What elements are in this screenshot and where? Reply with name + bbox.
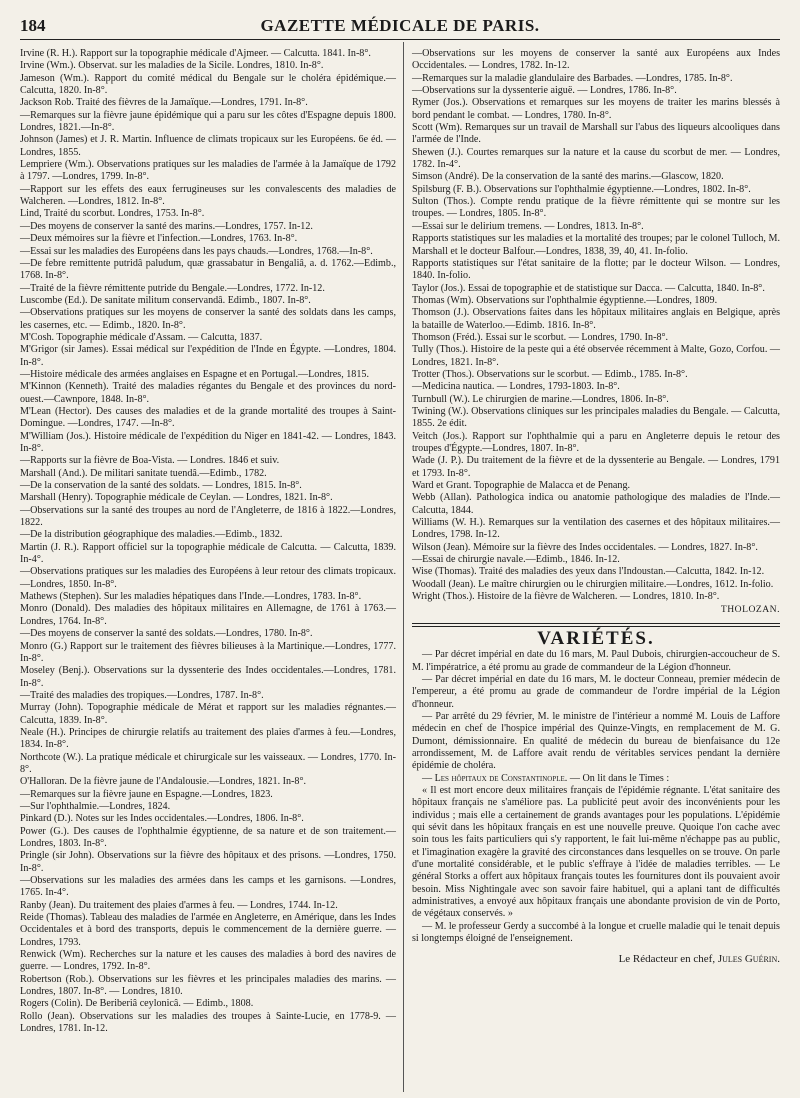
bibliography-entry: —Rapport sur les effets des eaux ferrugineuses sur les convalescents des maladies de Walcheren. —Londres, 1812. In-8°. xyxy=(20,183,396,208)
bibliography-entry: —Traité de la fièvre rémittente putride du Bengale.—Londres, 1772. In-12. xyxy=(20,282,325,294)
bibliography-entry: Rymer (Jos.). Observations et remarques sur les moyens de traiter les marins blessés à bord pendant le combat. — Londres, 1780. In-8°. xyxy=(412,97,780,121)
bibliography-continued xyxy=(412,48,780,603)
bibliography-entry: —Remarques sur la fièvre jaune en Espagne.—Londres, 1823. xyxy=(20,788,273,800)
bibliography-entry: —De la conservation de la santé des soldats. — Londres, 1815. In-8°. xyxy=(20,480,302,492)
bibliography-entry: Reide (Thomas). Tableau des maladies de l'armée en Angleterre, en Amérique, dans les Indes Occidentales et à bord des transports, depuis le commencement de la dernière guerre. — Londres, 1793. xyxy=(20,912,396,948)
bibliography-entry: Wade (J. P.). Du traitement de la fièvre et de la dyssenterie au Bengale. — Londres, 1791 et 1793. In-8°. xyxy=(412,455,780,479)
bibliography-entry: —Observations sur la santé des troupes au nord de l'Angleterre, de 1816 à 1822.—Londres, 1822. xyxy=(20,504,396,529)
bibliography-entry: —Observations sur la dyssenterie aiguë. — Londres, 1786. In-8°. xyxy=(412,85,677,97)
bibliography-entry: Martin (J. R.). Rapport officiel sur la topographie médicale de Calcutta. — Calcutta, 1839. In-4°. xyxy=(20,541,396,566)
section-rule-top xyxy=(412,623,780,624)
bibliography-entry: Simson (André). De la conservation de la santé des marins.—Glascow, 1820. xyxy=(412,171,724,183)
bibliography-entry: Northcote (W.). La pratique médicale et chirurgicale sur les vaisseaux. — Londres, 1770. In-8°. xyxy=(20,751,396,775)
bibliography-entry: —De la distribution géographique des maladies.—Edimb., 1832. xyxy=(20,529,283,541)
news-paragraph: — Par arrêté du 29 février, M. le ministre de l'intérieur a nommé M. Louis de Laffore médecin en chef de l'hospice impérial des Quinze-Vingts, en remplacement de M. G. Dumont, démissionnaire. En qualité de médecin du bureau de bienfaisance du 12e arrondissement, M. de Laffore avait rendu de véritables services pendant la dernière épidémie de choléra. xyxy=(412,710,780,772)
bibliography-entry: —De febre remittente putridâ paludum, quæ grassabatur in Bengaliâ, a. d. 1762.—Edimb., 1768. In-8°. xyxy=(20,257,396,282)
bibliography-entry: Pinkard (D.). Notes sur les Indes occidentales.—Londres, 1806. In-8°. xyxy=(20,813,304,825)
bibliography-entry: Rogers (Colin). De Beriberiâ ceylonicâ. — Edimb., 1808. xyxy=(20,998,254,1010)
bibliography-entry: —Des moyens de conserver la santé des soldats.—Londres, 1780. In-8°. xyxy=(20,628,313,640)
news-paragraph: — Par décret impérial en date du 16 mars, M. Paul Dubois, chirurgien-accoucheur de S. M. l'impératrice, a été promu au grade de commandeur de la Légion d'honneur. xyxy=(412,649,780,673)
bibliography-entry: —Remarques sur la maladie glandulaire des Barbades. —Londres, 1785. In-8°. xyxy=(412,72,733,84)
bibliography-entry: Ward et Grant. Topographie de Malacca et de Penang. xyxy=(412,480,631,492)
bibliography-entry: Irvine (Wm.). Observat. sur les maladies de la Sicile. Londres, 1810. In-8°. xyxy=(20,60,324,72)
bibliography-entry: Rollo (Jean). Observations sur les maladies des troupes à Sainte-Lucie, en 1778-9. — Londres, 1781. In-12. xyxy=(20,1010,396,1035)
bibliography-entry: —Observations sur les moyens de conserver la santé aux Européens aux Indes Occidentales. — Londres, 1782. In-12. xyxy=(412,48,780,72)
bibliography-entry: Marshall (Henry). Topographie médicale de Ceylan. — Londres, 1821. In-8°. xyxy=(20,492,333,504)
bibliography-entry: Robertson (Rob.). Observations sur les fièvres et les principales maladies des marins. —Londres, 1807. In-8°. — Londres, 1810. xyxy=(20,973,396,998)
bibliography-entry: Veitch (Jos.). Rapport sur l'ophthalmie qui a paru en Angleterre depuis le retour des troupes d'Égypte.—Londres, 1807. In-8°. xyxy=(412,430,780,454)
bibliography-entry: M'William (Jos.). Histoire médicale de l'expédition du Niger en 1841-42. — Londres, 1843. In-8°. xyxy=(20,430,396,454)
bibliography-entry: —Observations pratiques sur les moyens de conserver la santé des soldats dans les camps, les casernes, etc. — Edimb., 1820. In-8°. xyxy=(20,307,396,331)
bibliography-entry: Pringle (sir John). Observations sur la fièvre des hôpitaux et des prisons. —Londres, 1750. In-8°. xyxy=(20,850,396,874)
editor-prefix: Le Rédacteur en chef, xyxy=(618,953,718,966)
varietes-heading: VARIÉTÉS. xyxy=(537,627,655,649)
bibliography-entry: —Histoire médicale des armées anglaises en Espagne et en Portugal.—Londres, 1815. xyxy=(20,368,369,380)
bibliography-entry: Trotter (Thos.). Observations sur le scorbut. — Edimb., 1785. In-8°. xyxy=(412,368,688,380)
bibliography-entry: Thomson (J.). Observations faites dans les hôpitaux militaires anglais en Belgique, après la bataille de Waterloo.—Edimb. 1816. In-8°. xyxy=(412,307,780,331)
bibliography-entry: Irvine (R. H.). Rapport sur la topographie médicale d'Ajmeer. — Calcutta. 1841. In-8°. xyxy=(20,48,371,59)
bibliography-entry: Jameson (Wm.). Rapport du comité médical du Bengale sur le choléra épidémique.—Calcutta, 1820. In-8°. xyxy=(20,72,396,97)
bibliography-entry: Monro (Donald). Des maladies des hôpitaux militaires en Allemagne, de 1761 à 1763.—Londres, 1764. In-8°. xyxy=(20,603,396,627)
news-paragraph-hospitals xyxy=(412,773,780,785)
bibliography-entry: Power (G.). Des causes de l'ophthalmie égyptienne, de sa nature et de son traitement.—Londres, 1803. In-8°. xyxy=(20,825,396,849)
bibliography-entry: Wright (Thos.). Histoire de la fièvre de Walcheren. — Londres, 1810. In-8°. xyxy=(412,591,720,603)
bibliography-entry: —Observations sur les maladies des armées dans les camps et les garnisons. —Londres, 1765. In-4°. xyxy=(20,875,396,899)
bibliography-entry: M'Kinnon (Kenneth). Traité des maladies régantes du Bengale et des provinces du nord-ouest.—Cawnpore, 1848. In-8°. xyxy=(20,381,396,405)
editor-line xyxy=(412,953,780,965)
news-paragraph: — Par décret impérial en date du 16 mars, M. le docteur Conneau, premier médecin de l'empereur, a été promu au grade de commandeur de l'ordre impérial de la Légion d'honneur. xyxy=(412,673,780,710)
bibliography-entry: Rapports statistiques sur les maladies et la mortalité des troupes; par le colonel Tulloch, M. Marshall et le docteur Balfour.—Londres, 1838, 39, 40, 41. In-folio. xyxy=(412,233,780,257)
editor-name: Jules Guérin. xyxy=(717,953,780,966)
bibliography-entry: O'Halloran. De la fièvre jaune de l'Andalousie.—Londres, 1821. In-8°. xyxy=(20,776,307,788)
section-rule-bottom xyxy=(412,626,780,627)
bibliography-entry: Moseley (Benj.). Observations sur la dyssenterie des Indes occidentales.—Londres, 1781. In-8°. xyxy=(20,665,396,689)
bibliography-entry: —Medicina nautica. — Londres, 1793-1803. In-8°. xyxy=(412,381,620,393)
left-column xyxy=(20,48,396,1036)
bibliography-entry: Scott (Wm). Remarques sur un travail de Marshall sur l'abus des liqueurs alcooliques dans l'armée de l'Inde. xyxy=(412,122,780,146)
bibliography-entry: Wise (Thomas). Traité des maladies des yeux dans l'Indoustan.—Calcutta, 1842. In-12. xyxy=(412,566,765,578)
bibliography-entry: Taylor (Jos.). Essai de topographie et de statistique sur Dacca. — Calcutta, 1840. In-8°. xyxy=(412,282,765,294)
bibliography-entry: Williams (W. H.). Remarques sur la ventilation des casernes et des hôpitaux militaires.—Londres, 1798. In-12. xyxy=(412,517,780,541)
journal-title: GAZETTE MÉDICALE DE PARIS. xyxy=(260,16,540,35)
bibliography-entry: Twining (W.). Observations cliniques sur les principales maladies du Bengale. — Calcutta, 1855. 2e édit. xyxy=(412,405,780,430)
hospitals-lead: — Les hôpitaux de Constantinople. xyxy=(422,772,568,784)
column-divider xyxy=(403,42,404,1092)
bibliography-entry: —Remarques sur la fièvre jaune épidémique qui a paru sur les côtes d'Espagne depuis 1800. Londres, 1821.—In-8°. xyxy=(20,109,396,134)
bibliography-entry: —Essai sur les maladies des Européens dans les pays chauds.—Londres, 1768.—In-8°. xyxy=(20,245,373,257)
bibliography-entry: Mathews (Stephen). Sur les maladies hépatiques dans l'Inde.—Londres, 1783. In-8°. xyxy=(20,591,362,603)
bibliography-entry: Thomson (Fréd.). Essai sur le scorbut. — Londres, 1790. In-8°. xyxy=(412,331,669,343)
bibliography-entry: Thomas (Wm). Observations sur l'ophthalmie égyptienne.—Londres, 1809. xyxy=(412,294,718,306)
page-header xyxy=(20,14,780,36)
bibliography-entry: Wilson (Jean). Mémoire sur la fièvre des Indes occidentales. — Londres, 1827. In-8°. xyxy=(412,541,758,553)
bibliography-entry: Murray (John). Topographie médicale de Mérat et rapport sur les maladies régnantes.—Calcutta, 1839. In-8°. xyxy=(20,702,396,726)
bibliography-entry: M'Cosh. Topographie médicale d'Assam. — Calcutta, 1837. xyxy=(20,331,263,343)
bibliography-entry: M'Grigor (sir James). Essai médical sur l'expédition de l'Inde en Égypte. —Londres, 1804. In-8°. xyxy=(20,344,396,368)
right-column xyxy=(412,48,780,966)
bibliography-entry: Johnson (James) et J. R. Martin. Influence de climats tropicaux sur les Européens. 6e éd. —Londres, 1855. xyxy=(20,134,396,158)
bibliography-entry: —Des moyens de conserver la santé des marins.—Londres, 1757. In-12. xyxy=(20,220,313,232)
bibliography-entry: —Deux mémoires sur la fièvre et l'infection.—Londres, 1763. In-8°. xyxy=(20,233,298,245)
bibliography-entry: —Essai de chirurgie navale.—Edimb., 1846. In-12. xyxy=(412,554,620,566)
bibliography-entry: Shewen (J.). Courtes remarques sur la nature et la cause du scorbut de mer. — Londres, 1782. In-4°. xyxy=(412,146,780,171)
bibliography-entry: Tully (Thos.). Histoire de la peste qui a été observée récemment à Malte, Gozo, Corfou. — Londres, 1821. In-8°. xyxy=(412,344,780,368)
bibliography-entry: —Sur l'ophthalmie.—Londres, 1824. xyxy=(20,800,171,812)
times-quote: « Il est mort encore deux militaires français de l'épidémie régnante. L'état sanitaire des hôpitaux français ne s'améliore pas. La publicité peut avoir des inconvénients pour les individus ; mais elle a certainement de grands avantages pour les populations. L'épidémie qui sévit dans les hôpitaux français en est une nouvelle preuve. Quoique l'on cache avec soin tous les faits particuliers qui s'y rapportent, le fait lui-même n'échappe pas au public, et l'imagination exagère la gravité des circonstances dans lesquelles on se trouve. On parle d'une mortalité considérable, et le public s'effraye à l'idée de maladies terribles. — Le général Storks a offert aux hôpitaux français toutes les fournitures dont ils pouvaient avoir besoin. Miss Nightingale avec son savoir faire habituel, qui a aplani tant de difficultés administratives, a envoyé aux hôpitaux français une abondante provision de vin de Porto, de végétaux conservés. » xyxy=(412,784,780,920)
header-rule xyxy=(20,39,780,40)
bibliography-entry: Rapports statistiques sur l'état sanitaire de la flotte; par le docteur Wilson. — Londres, 1840. In-folio. xyxy=(412,257,780,282)
bibliography-entry: Turnbull (W.). Le chirurgien de marine.—Londres, 1806. In-8°. xyxy=(412,393,669,405)
bibliography-entry: Luscombe (Ed.). De sanitate militum conservandâ. Edimb., 1807. In-8°. xyxy=(20,294,311,306)
bibliography-entry: Spilsburg (F. B.). Observations sur l'ophthalmie égyptienne.—Londres, 1802. In-8°. xyxy=(412,183,751,195)
news-paragraph: — M. le professeur Gerdy a succombé à la longue et cruelle maladie qui le tenait depuis si longtemps éloigné de l'enseignement. xyxy=(412,920,780,945)
author-signature: THOLOZAN. xyxy=(720,604,780,616)
page-number: 184 xyxy=(20,16,46,35)
bibliography-entry: —Traité des maladies des tropiques.—Londres, 1787. In-8°. xyxy=(20,689,264,701)
bibliography-entry: —Essai sur le delirium tremens. — Londres, 1813. In-8°. xyxy=(412,220,644,232)
hospitals-text: — On lit dans le Times : xyxy=(567,772,670,784)
bibliography-entry: Jackson Rob. Traité des fièvres de la Jamaïque.—Londres, 1791. In-8°. xyxy=(20,97,308,109)
bibliography-entry: Ranby (Jean). Du traitement des plaies d'armes à feu. — Londres, 1744. In-12. xyxy=(20,899,338,911)
bibliography-entry: Marshall (And.). De militari sanitate tuendâ.—Edimb., 1782. xyxy=(20,467,267,479)
bibliography-entry: Neale (H.). Principes de chirurgie relatifs au traitement des plaies d'armes à feu.—Londres, 1834. In-8°. xyxy=(20,726,396,751)
bibliography-entry: Woodall (Jean). Le maître chirurgien ou le chirurgien militaire.—Londres, 1612. In-folio. xyxy=(412,578,774,590)
bibliography-entry: M'Lean (Hector). Des causes des maladies et de la grande mortalité des troupes à Saint-Domingue. —Londres, 1747. —In-8°. xyxy=(20,405,396,430)
bibliography-entry: —Observations pratiques sur les maladies des Européens à leur retour des climats tropicaux.—Londres, 1850. In-8°. xyxy=(20,566,396,590)
bibliography-entry: Monro (G.) Rapport sur le traitement des fièvres bilieuses à la Martinique.—Londres, 1777. In-8°. xyxy=(20,640,396,664)
bibliography-entry: Sulton (Thos.). Compte rendu pratique de la fièvre rémittente qui se montre sur les troupes. — Londres, 1805. In-8°. xyxy=(412,196,780,220)
bibliography-entry: Lempriere (Wm.). Observations pratiques sur les maladies de l'armée à la Jamaïque de 1792 à 1797. —Londres, 1799. In-8°. xyxy=(20,159,396,183)
varietes-section xyxy=(412,649,780,966)
bibliography-entry: Renwick (Wm). Recherches sur la nature et les causes des maladies à bord des navires de guerre. — Londres, 1792. In-8°. xyxy=(20,949,396,973)
bibliography-entry: Lind, Traité du scorbut. Londres, 1753. In-8°. xyxy=(20,208,205,220)
bibliography-entry: Webb (Allan). Pathologica indica ou anatomie pathologique des maladies de l'Inde.—Calcutta, 1844. xyxy=(412,492,780,516)
bibliography-entry: —Rapports sur la fièvre de Boa-Vista. — Londres. 1846 et suiv. xyxy=(20,455,280,467)
